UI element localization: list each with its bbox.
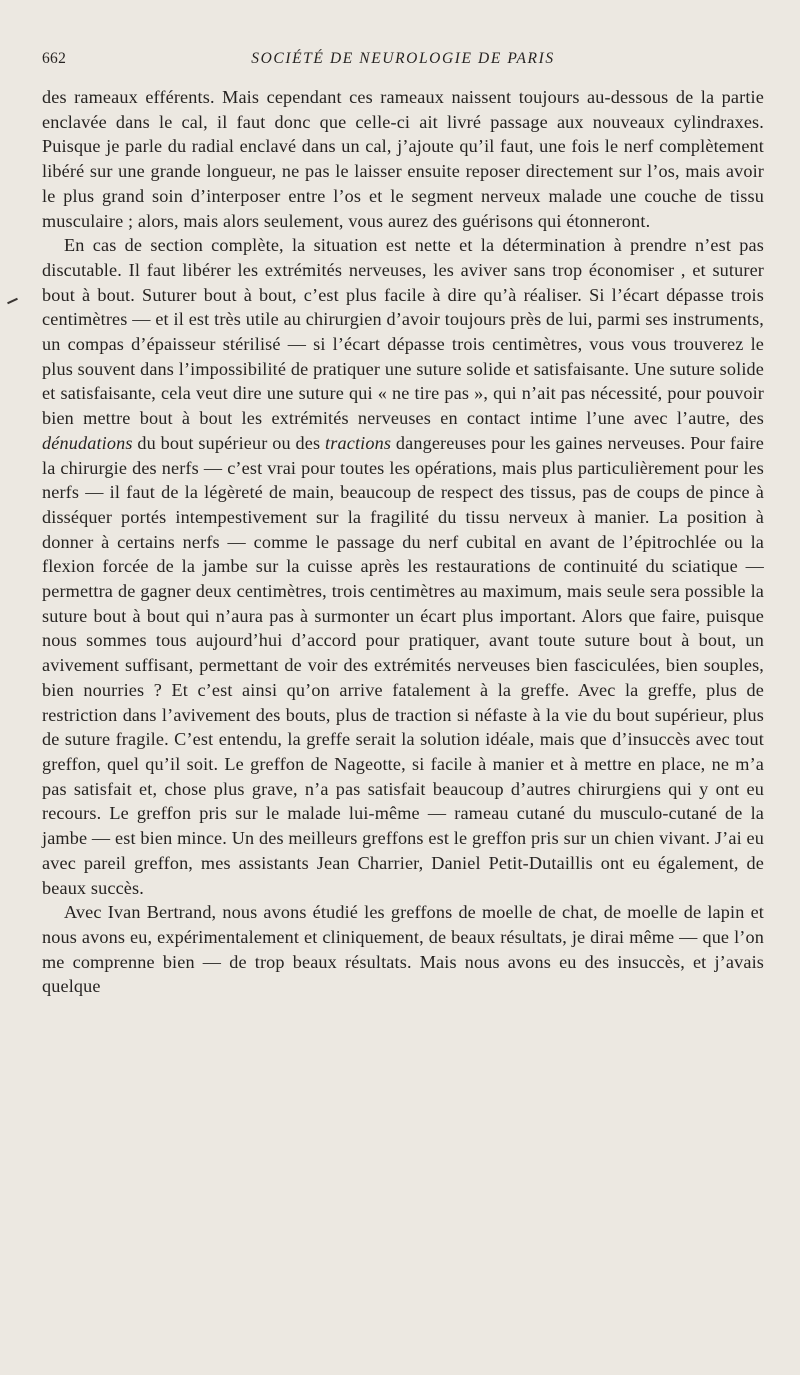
paragraph-2-part-a: En cas de section complète, la situation est nette et la détermination à prendre n’est pas discutable. Il faut libérer les extrémités nerveuses, les aviver sans trop économiser , et suturer bout à bout. Suturer bout à bout, c’est plus facile à dire qu’à réaliser. Si l’écart dépasse trois centimètres — et il est très utile au chirurgien d’avoir toujours près de lui, parmi ses instruments, un compas d’épaisseur stérilisé — si l’écart dépasse trois centimètres, vous vous trouverez le plus souvent dans l’impossibilité de pratiquer une suture solide et satisfaisante. Une suture solide et satisfaisante, cela veut dire une suture qui « ne tire pas », qui n’ait pas nécessité, pour pouvoir bien mettre bout à bout les extrémités nerveuses en contact intime l’une avec l’autre, des bbox=[42, 235, 764, 429]
paragraph-2-part-b: du bout supérieur ou des bbox=[132, 432, 326, 453]
paragraph-1: des rameaux efférents. Mais cependant ces rameaux naissent toujours au-dessous de la partie enclavée dans le cal, il faut donc que celle-ci ait livré passage aux nouveaux cylindraxes. Puisque je parle du radial enclavé dans un cal, j’ajoute qu’il faut, une fois le nerf complètement libéré sur une grande longueur, ne pas le laisser ensuite reposer directement sur l’os, mais avoir le plus grand soin d’interposer entre l’os et le segment nerveux malade une couche de tissu musculaire ; alors, mais alors seulement, vous aurez des guérisons qui étonneront. bbox=[42, 87, 764, 231]
paragraph-2 bbox=[42, 233, 764, 900]
paragraph-2-part-c: dangereuses pour les gaines nerveuses. Pour faire la chirurgie des nerfs — c’est vrai pour toutes les opérations, mais plus particulièrement pour les nerfs — il faut de la légèreté de main, beaucoup de respect des tissus, pas de coups de pince à disséquer portés intempestivement sur la fragilité du tissu nerveux à manier. La position à donner à certains nerfs — comme le passage du nerf cubital en avant de l’épitrochlée ou la flexion forcée de la jambe sur la cuisse après les restaurations de continuité du sciatique — permettra de gagner deux centimètres, trois centimètres au maximum, mais seule sera possible la suture bout à bout qui n’aura pas à surmonter un écart plus important. Alors que faire, puisque nous sommes tous aujourd’hui d’accord pour pratiquer, avant toute suture bout à bout, un avivement suffisant, permettant de voir des extrémités nerveuses bien fasciculées, bien souples, bien nourries ? Et c’est ainsi qu’on arrive fatalement à la greffe. Avec la greffe, plus de restriction dans l’avivement des bouts, plus de traction si néfaste à la vie du bout supérieur, plus de suture fragile. C’est entendu, la greffe serait la solution idéale, mais que d’insuccès avec tout greffon, quel qu’il soit. Le greffon de Nageotte, si facile à manier et à mettre en place, ne m’a pas satisfait et, chose plus grave, n’a pas satisfait beaucoup d’autres chirurgiens qui y ont eu recours. Le greffon pris sur le malade lui-même — rameau cutané du musculo-cutané de la jambe — est bien mince. Un des meilleurs greffons est le greffon pris sur un chien vivant. J’ai eu avec pareil greffon, mes assistants Jean Charrier, Daniel Petit-Dutaillis ont eu également, de beaux succès. bbox=[42, 432, 764, 898]
italic-term-denudations: dénudations bbox=[42, 432, 133, 453]
running-header bbox=[42, 50, 764, 74]
paragraph-3: Avec Ivan Bertrand, nous avons étudié les greffons de moelle de chat, de moelle de lapin et nous avons eu, expérimentalement et cliniquement, de beaux résultats, je dirai même — que l’on me comprenne bien — de trop beaux résultats. Mais nous avons eu des insuccès, et j’avais quelque bbox=[42, 902, 764, 997]
journal-title: SOCIÉTÉ DE NEUROLOGIE DE PARIS bbox=[251, 50, 555, 67]
page-number: 662 bbox=[42, 50, 67, 67]
italic-term-tractions: tractions bbox=[325, 432, 392, 453]
margin-pencil-mark bbox=[7, 298, 18, 304]
body-text bbox=[42, 85, 764, 999]
